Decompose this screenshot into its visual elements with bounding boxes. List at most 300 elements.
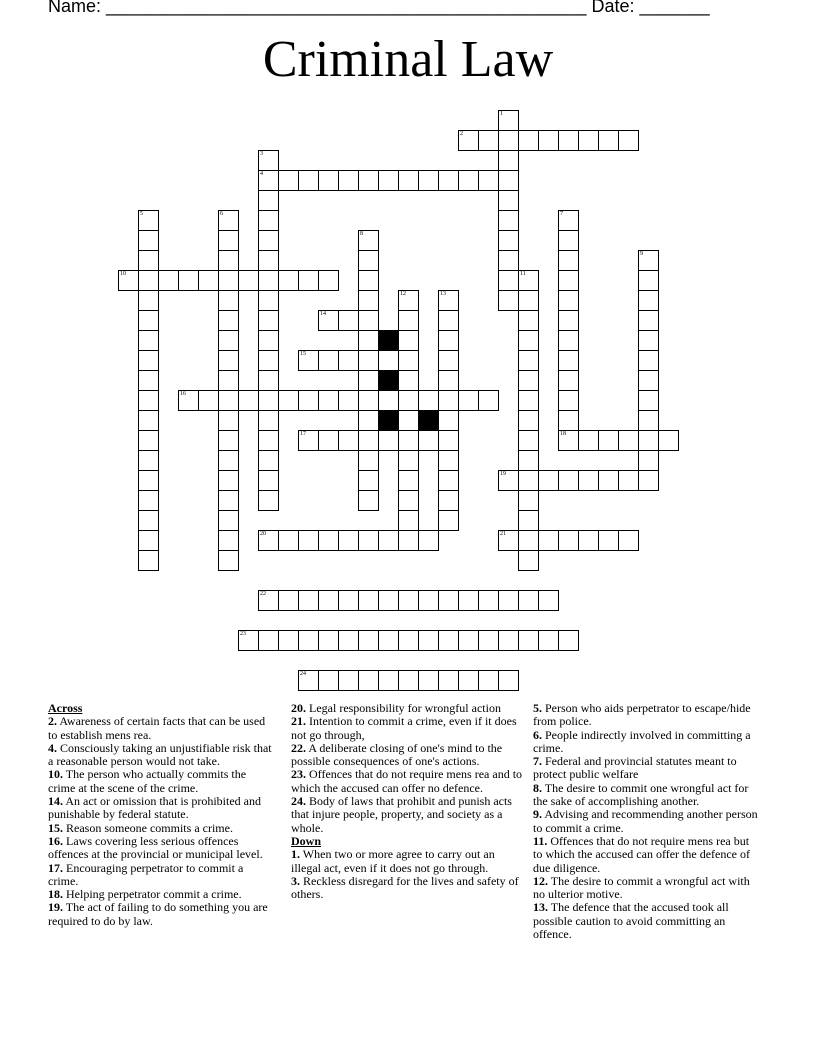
clue-number: 19 bbox=[500, 471, 506, 477]
grid-cell[interactable] bbox=[138, 410, 159, 431]
grid-cell[interactable] bbox=[158, 270, 179, 291]
black-square bbox=[378, 370, 399, 391]
grid-cell[interactable] bbox=[558, 330, 579, 351]
grid-cell[interactable] bbox=[258, 590, 279, 611]
grid-cell[interactable] bbox=[218, 390, 239, 411]
grid-cell[interactable] bbox=[538, 530, 559, 551]
grid-cell[interactable] bbox=[258, 290, 279, 311]
grid-cell[interactable] bbox=[238, 630, 259, 651]
clue-number: 10 bbox=[120, 271, 126, 277]
grid-cell[interactable] bbox=[478, 390, 499, 411]
grid-cell[interactable] bbox=[438, 470, 459, 491]
grid-cell[interactable] bbox=[578, 430, 599, 451]
grid-cell[interactable] bbox=[618, 470, 639, 491]
clue-across-10: 10. The person who actually commits the crime at the scene of the crime. bbox=[48, 767, 247, 795]
grid-cell[interactable] bbox=[378, 170, 399, 191]
grid-cell[interactable] bbox=[258, 390, 279, 411]
grid-cell[interactable] bbox=[518, 410, 539, 431]
grid-cell[interactable] bbox=[398, 430, 419, 451]
grid-cell[interactable] bbox=[298, 390, 319, 411]
clue-across-17: 17. Encouraging perpetrator to commit a crime. bbox=[48, 860, 244, 888]
grid-cell[interactable] bbox=[218, 210, 239, 231]
grid-cell[interactable] bbox=[478, 130, 499, 151]
grid-cell[interactable] bbox=[298, 170, 319, 191]
grid-cell[interactable] bbox=[418, 590, 439, 611]
grid-cell[interactable] bbox=[218, 510, 239, 531]
grid-cell[interactable] bbox=[198, 390, 219, 411]
grid-cell[interactable] bbox=[358, 270, 379, 291]
grid-cell[interactable] bbox=[338, 170, 359, 191]
grid-cell[interactable] bbox=[358, 490, 379, 511]
grid-cell[interactable] bbox=[138, 290, 159, 311]
grid-cell[interactable] bbox=[518, 370, 539, 391]
clue-number: 6 bbox=[220, 211, 223, 217]
grid-cell[interactable] bbox=[318, 430, 339, 451]
grid-cell[interactable] bbox=[138, 430, 159, 451]
black-square bbox=[378, 330, 399, 351]
grid-cell[interactable] bbox=[218, 430, 239, 451]
clues-column-3 bbox=[533, 702, 761, 941]
grid-cell[interactable] bbox=[478, 630, 499, 651]
clue-across-4: 4. Consciously taking an unjustifiable risk that a reasonable person would not take. bbox=[48, 740, 272, 769]
grid-cell[interactable] bbox=[258, 370, 279, 391]
grid-cell[interactable] bbox=[458, 590, 479, 611]
grid-cell[interactable] bbox=[478, 670, 499, 691]
grid-cell[interactable] bbox=[518, 310, 539, 331]
grid-cell[interactable] bbox=[358, 230, 379, 251]
grid-cell[interactable] bbox=[458, 170, 479, 191]
grid-cell[interactable] bbox=[518, 290, 539, 311]
grid-cell[interactable] bbox=[498, 130, 519, 151]
grid-cell[interactable] bbox=[318, 630, 339, 651]
grid-cell[interactable] bbox=[358, 350, 379, 371]
grid-cell[interactable] bbox=[378, 590, 399, 611]
grid-cell[interactable] bbox=[138, 490, 159, 511]
grid-cell[interactable] bbox=[258, 190, 279, 211]
grid-cell[interactable] bbox=[498, 150, 519, 171]
grid-cell[interactable] bbox=[398, 630, 419, 651]
grid-cell[interactable] bbox=[138, 550, 159, 571]
grid-cell[interactable] bbox=[578, 530, 599, 551]
clue-number: 22 bbox=[260, 591, 266, 597]
grid-cell[interactable] bbox=[258, 230, 279, 251]
clue-number: 23 bbox=[240, 631, 246, 637]
grid-cell[interactable] bbox=[558, 310, 579, 331]
grid-cell[interactable] bbox=[518, 530, 539, 551]
grid-cell[interactable] bbox=[398, 490, 419, 511]
grid-cell[interactable] bbox=[358, 310, 379, 331]
grid-cell[interactable] bbox=[358, 450, 379, 471]
grid-cell[interactable] bbox=[458, 390, 479, 411]
grid-cell[interactable] bbox=[358, 470, 379, 491]
grid-cell[interactable] bbox=[638, 270, 659, 291]
grid-cell[interactable] bbox=[378, 390, 399, 411]
grid-cell[interactable] bbox=[218, 250, 239, 271]
grid-cell[interactable] bbox=[358, 170, 379, 191]
grid-cell[interactable] bbox=[458, 630, 479, 651]
grid-cell[interactable] bbox=[558, 470, 579, 491]
grid-cell[interactable] bbox=[638, 330, 659, 351]
grid-cell[interactable] bbox=[338, 670, 359, 691]
grid-cell[interactable] bbox=[598, 530, 619, 551]
grid-cell[interactable] bbox=[318, 170, 339, 191]
grid-cell[interactable] bbox=[498, 210, 519, 231]
grid-cell[interactable] bbox=[138, 330, 159, 351]
grid-cell[interactable] bbox=[518, 630, 539, 651]
clue-number: 16 bbox=[180, 391, 186, 397]
grid-cell[interactable] bbox=[138, 270, 159, 291]
grid-cell[interactable] bbox=[518, 490, 539, 511]
grid-cell[interactable] bbox=[298, 670, 319, 691]
grid-cell[interactable] bbox=[218, 530, 239, 551]
grid-cell[interactable] bbox=[318, 590, 339, 611]
grid-cell[interactable] bbox=[518, 510, 539, 531]
grid-cell[interactable] bbox=[498, 530, 519, 551]
grid-cell[interactable] bbox=[298, 270, 319, 291]
grid-cell[interactable] bbox=[298, 530, 319, 551]
grid-cell[interactable] bbox=[298, 430, 319, 451]
grid-cell[interactable] bbox=[218, 270, 239, 291]
grid-cell[interactable] bbox=[318, 350, 339, 371]
clue-number: 15 bbox=[300, 351, 306, 357]
grid-cell[interactable] bbox=[538, 130, 559, 151]
grid-cell[interactable] bbox=[538, 630, 559, 651]
grid-cell[interactable] bbox=[498, 630, 519, 651]
grid-cell[interactable] bbox=[358, 390, 379, 411]
grid-cell[interactable] bbox=[438, 430, 459, 451]
grid-cell[interactable] bbox=[218, 330, 239, 351]
clue-number: 13 bbox=[440, 291, 446, 297]
grid-cell[interactable] bbox=[218, 450, 239, 471]
grid-cell[interactable] bbox=[518, 130, 539, 151]
grid-cell[interactable] bbox=[298, 590, 319, 611]
grid-cell[interactable] bbox=[218, 310, 239, 331]
grid-cell[interactable] bbox=[558, 210, 579, 231]
grid-cell[interactable] bbox=[298, 350, 319, 371]
grid-cell[interactable] bbox=[138, 370, 159, 391]
grid-cell[interactable] bbox=[638, 250, 659, 271]
grid-cell[interactable] bbox=[218, 370, 239, 391]
clue-number: 2 bbox=[460, 131, 463, 137]
grid-cell[interactable] bbox=[398, 350, 419, 371]
grid-cell[interactable] bbox=[218, 410, 239, 431]
grid-cell[interactable] bbox=[558, 430, 579, 451]
grid-cell[interactable] bbox=[598, 130, 619, 151]
grid-cell[interactable] bbox=[138, 310, 159, 331]
grid-cell[interactable] bbox=[198, 270, 219, 291]
grid-cell[interactable] bbox=[358, 290, 379, 311]
grid-cell[interactable] bbox=[558, 290, 579, 311]
grid-cell[interactable] bbox=[438, 450, 459, 471]
clue-across-23: 23. Offences that do not require mens rea and to which the accused can offer no defence. bbox=[291, 767, 523, 795]
grid-cell[interactable] bbox=[518, 590, 539, 611]
grid-cell[interactable] bbox=[338, 310, 359, 331]
grid-cell[interactable] bbox=[438, 410, 459, 431]
grid-cell[interactable] bbox=[558, 390, 579, 411]
grid-cell[interactable] bbox=[478, 590, 499, 611]
grid-cell[interactable] bbox=[438, 350, 459, 371]
clue-number: 5 bbox=[140, 211, 143, 217]
clue-down-3: 3. Reckless disregard for the lives and safety of others. bbox=[291, 873, 519, 902]
grid-cell[interactable] bbox=[258, 470, 279, 491]
grid-cell[interactable] bbox=[138, 390, 159, 411]
grid-cell[interactable] bbox=[558, 350, 579, 371]
clue-down-1: 1. When two or more agree to carry out an illegal act, even if it does not go through. bbox=[291, 847, 495, 875]
grid-cell[interactable] bbox=[258, 430, 279, 451]
grid-cell[interactable] bbox=[518, 550, 539, 571]
grid-cell[interactable] bbox=[578, 470, 599, 491]
grid-cell[interactable] bbox=[138, 350, 159, 371]
grid-cell[interactable] bbox=[258, 170, 279, 191]
grid-cell[interactable] bbox=[558, 230, 579, 251]
grid-cell[interactable] bbox=[498, 470, 519, 491]
page-title: Criminal Law bbox=[262, 31, 554, 88]
grid-cell[interactable] bbox=[258, 270, 279, 291]
grid-cell[interactable] bbox=[638, 350, 659, 371]
grid-cell[interactable] bbox=[438, 390, 459, 411]
grid-cell[interactable] bbox=[438, 630, 459, 651]
grid-cell[interactable] bbox=[318, 670, 339, 691]
grid-cell[interactable] bbox=[318, 530, 339, 551]
grid-cell[interactable] bbox=[558, 270, 579, 291]
grid-cell[interactable] bbox=[638, 390, 659, 411]
grid-cell[interactable] bbox=[618, 430, 639, 451]
grid-cell[interactable] bbox=[518, 450, 539, 471]
grid-cell[interactable] bbox=[258, 410, 279, 431]
grid-cell[interactable] bbox=[598, 470, 619, 491]
grid-cell[interactable] bbox=[358, 410, 379, 431]
grid-cell[interactable] bbox=[638, 310, 659, 331]
grid-cell[interactable] bbox=[638, 470, 659, 491]
grid-cell[interactable] bbox=[398, 510, 419, 531]
grid-cell[interactable] bbox=[418, 530, 439, 551]
clue-number: 3 bbox=[260, 151, 263, 157]
grid-cell[interactable] bbox=[398, 670, 419, 691]
clue-across-20: 20. Legal responsibility for wrongful action bbox=[291, 701, 501, 715]
grid-cell[interactable] bbox=[258, 150, 279, 171]
across-heading: Across bbox=[48, 701, 83, 715]
grid-cell[interactable] bbox=[138, 470, 159, 491]
grid-cell[interactable] bbox=[438, 310, 459, 331]
grid-cell[interactable] bbox=[318, 270, 339, 291]
grid-cell[interactable] bbox=[218, 470, 239, 491]
clue-across-14: 14. An act or omission that is prohibited and punishable by federal statute. bbox=[48, 794, 261, 822]
clue-across-22: 22. A deliberate closing of one's mind to the possible consequences of one's actions. bbox=[291, 740, 503, 769]
clue-number: 24 bbox=[300, 671, 306, 677]
grid-cell[interactable] bbox=[338, 530, 359, 551]
clue-down-6: 6. People indirectly involved in committing a crime. bbox=[533, 727, 751, 755]
grid-cell[interactable] bbox=[258, 450, 279, 471]
grid-cell[interactable] bbox=[138, 450, 159, 471]
grid-cell[interactable] bbox=[498, 230, 519, 251]
grid-cell[interactable] bbox=[278, 530, 299, 551]
grid-cell[interactable] bbox=[658, 430, 679, 451]
grid-cell[interactable] bbox=[118, 270, 139, 291]
clue-down-12: 12. The desire to commit a wrongful act with no ulterior motive. bbox=[533, 873, 750, 902]
grid-cell[interactable] bbox=[458, 670, 479, 691]
grid-cell[interactable] bbox=[218, 350, 239, 371]
grid-cell[interactable] bbox=[398, 370, 419, 391]
grid-cell[interactable] bbox=[438, 330, 459, 351]
grid-cell[interactable] bbox=[438, 510, 459, 531]
grid-cell[interactable] bbox=[398, 450, 419, 471]
grid-cell[interactable] bbox=[378, 530, 399, 551]
grid-cell[interactable] bbox=[418, 170, 439, 191]
grid-cell[interactable] bbox=[378, 430, 399, 451]
grid-cell[interactable] bbox=[478, 170, 499, 191]
grid-cell[interactable] bbox=[638, 430, 659, 451]
clue-number: 18 bbox=[560, 431, 566, 437]
grid-cell[interactable] bbox=[218, 230, 239, 251]
grid-cell[interactable] bbox=[358, 590, 379, 611]
grid-cell[interactable] bbox=[398, 170, 419, 191]
grid-cell[interactable] bbox=[518, 330, 539, 351]
grid-cell[interactable] bbox=[558, 410, 579, 431]
clues-column-1 bbox=[48, 702, 274, 928]
clue-number: 14 bbox=[320, 311, 326, 317]
grid-cell[interactable] bbox=[138, 210, 159, 231]
grid-cell[interactable] bbox=[618, 130, 639, 151]
clue-across-2: 2. Awareness of certain facts that can be used to establish mens rea. bbox=[48, 714, 266, 742]
grid-cell[interactable] bbox=[338, 350, 359, 371]
clue-across-15: 15. Reason someone commits a crime. bbox=[48, 820, 233, 835]
clue-across-24: 24. Body of laws that prohibit and punish acts that injure people, property, and society as a whole. bbox=[291, 794, 512, 835]
grid-cell[interactable] bbox=[638, 370, 659, 391]
grid-cell[interactable] bbox=[138, 530, 159, 551]
grid-cell[interactable] bbox=[278, 590, 299, 611]
grid-cell[interactable] bbox=[358, 430, 379, 451]
grid-cell[interactable] bbox=[138, 230, 159, 251]
grid-cell[interactable] bbox=[258, 250, 279, 271]
grid-cell[interactable] bbox=[358, 370, 379, 391]
grid-cell[interactable] bbox=[438, 490, 459, 511]
grid-cell[interactable] bbox=[318, 390, 339, 411]
grid-cell[interactable] bbox=[398, 390, 419, 411]
grid-cell[interactable] bbox=[558, 530, 579, 551]
grid-cell[interactable] bbox=[258, 310, 279, 331]
grid-cell[interactable] bbox=[278, 170, 299, 191]
grid-cell[interactable] bbox=[398, 470, 419, 491]
grid-cell[interactable] bbox=[498, 190, 519, 211]
grid-cell[interactable] bbox=[278, 630, 299, 651]
grid-cell[interactable] bbox=[238, 390, 259, 411]
grid-cell[interactable] bbox=[358, 530, 379, 551]
grid-cell[interactable] bbox=[518, 430, 539, 451]
grid-cell[interactable] bbox=[218, 550, 239, 571]
grid-cell[interactable] bbox=[518, 350, 539, 371]
grid-cell[interactable] bbox=[178, 270, 199, 291]
grid-cell[interactable] bbox=[498, 250, 519, 271]
grid-cell[interactable] bbox=[398, 530, 419, 551]
grid-cell[interactable] bbox=[258, 530, 279, 551]
grid-cell[interactable] bbox=[338, 390, 359, 411]
grid-cell[interactable] bbox=[278, 390, 299, 411]
clue-across-16: 16. Laws covering less serious offences offences at the provincial or municipal level. bbox=[48, 833, 263, 862]
grid-cell[interactable] bbox=[558, 130, 579, 151]
grid-cell[interactable] bbox=[638, 290, 659, 311]
grid-cell[interactable] bbox=[498, 590, 519, 611]
grid-cell[interactable] bbox=[298, 630, 319, 651]
clue-across-21: 21. Intention to commit a crime, even if it does not go through, bbox=[291, 714, 517, 742]
grid-cell[interactable] bbox=[598, 430, 619, 451]
grid-cell[interactable] bbox=[438, 590, 459, 611]
grid-cell[interactable] bbox=[358, 330, 379, 351]
grid-cell[interactable] bbox=[178, 390, 199, 411]
grid-cell[interactable] bbox=[358, 250, 379, 271]
grid-cell[interactable] bbox=[418, 670, 439, 691]
grid-cell[interactable] bbox=[558, 630, 579, 651]
grid-cell[interactable] bbox=[338, 590, 359, 611]
grid-cell[interactable] bbox=[518, 270, 539, 291]
grid-cell[interactable] bbox=[258, 210, 279, 231]
grid-cell[interactable] bbox=[518, 470, 539, 491]
grid-cell[interactable] bbox=[538, 470, 559, 491]
grid-cell[interactable] bbox=[278, 270, 299, 291]
grid-cell[interactable] bbox=[458, 130, 479, 151]
grid-cell[interactable] bbox=[498, 290, 519, 311]
grid-cell[interactable] bbox=[258, 350, 279, 371]
grid-cell[interactable] bbox=[398, 330, 419, 351]
grid-cell[interactable] bbox=[438, 290, 459, 311]
grid-cell[interactable] bbox=[638, 410, 659, 431]
grid-cell[interactable] bbox=[418, 390, 439, 411]
grid-cell[interactable] bbox=[378, 670, 399, 691]
grid-cell[interactable] bbox=[558, 370, 579, 391]
grid-cell[interactable] bbox=[258, 490, 279, 511]
clue-number: 8 bbox=[360, 231, 363, 237]
grid-cell[interactable] bbox=[498, 670, 519, 691]
grid-cell[interactable] bbox=[498, 170, 519, 191]
grid-cell[interactable] bbox=[518, 390, 539, 411]
grid-cell[interactable] bbox=[138, 510, 159, 531]
grid-cell[interactable] bbox=[638, 450, 659, 471]
grid-cell[interactable] bbox=[558, 250, 579, 271]
grid-cell[interactable] bbox=[338, 430, 359, 451]
grid-cell[interactable] bbox=[358, 630, 379, 651]
grid-cell[interactable] bbox=[418, 630, 439, 651]
grid-cell[interactable] bbox=[418, 430, 439, 451]
clue-across-18: 18. Helping perpetrator commit a crime. bbox=[48, 887, 242, 902]
grid-cell[interactable] bbox=[258, 330, 279, 351]
grid-cell[interactable] bbox=[398, 590, 419, 611]
grid-cell[interactable] bbox=[238, 270, 259, 291]
grid-cell[interactable] bbox=[498, 110, 519, 131]
grid-cell[interactable] bbox=[398, 310, 419, 331]
grid-cell[interactable] bbox=[498, 270, 519, 291]
grid-cell[interactable] bbox=[578, 130, 599, 151]
grid-cell[interactable] bbox=[378, 630, 399, 651]
grid-cell[interactable] bbox=[398, 410, 419, 431]
clue-number: 1 bbox=[500, 111, 503, 117]
grid-cell[interactable] bbox=[618, 530, 639, 551]
grid-cell[interactable] bbox=[258, 630, 279, 651]
grid-cell[interactable] bbox=[218, 490, 239, 511]
clue-number: 20 bbox=[260, 531, 266, 537]
grid-cell[interactable] bbox=[138, 250, 159, 271]
grid-cell[interactable] bbox=[438, 670, 459, 691]
name-date-line[interactable]: Name: ________________________________________________ Date: _______ bbox=[48, 0, 710, 16]
clue-down-9: 9. Advising and recommending another person to commit a crime. bbox=[533, 807, 758, 835]
grid-cell[interactable] bbox=[338, 630, 359, 651]
grid-cell[interactable] bbox=[398, 290, 419, 311]
clue-down-8: 8. The desire to commit one wrongful act for the sake of accomplishing another. bbox=[533, 780, 749, 809]
grid-cell[interactable] bbox=[358, 670, 379, 691]
grid-cell[interactable] bbox=[218, 290, 239, 311]
grid-cell[interactable] bbox=[438, 370, 459, 391]
grid-cell[interactable] bbox=[538, 590, 559, 611]
grid-cell[interactable] bbox=[438, 170, 459, 191]
grid-cell[interactable] bbox=[318, 310, 339, 331]
